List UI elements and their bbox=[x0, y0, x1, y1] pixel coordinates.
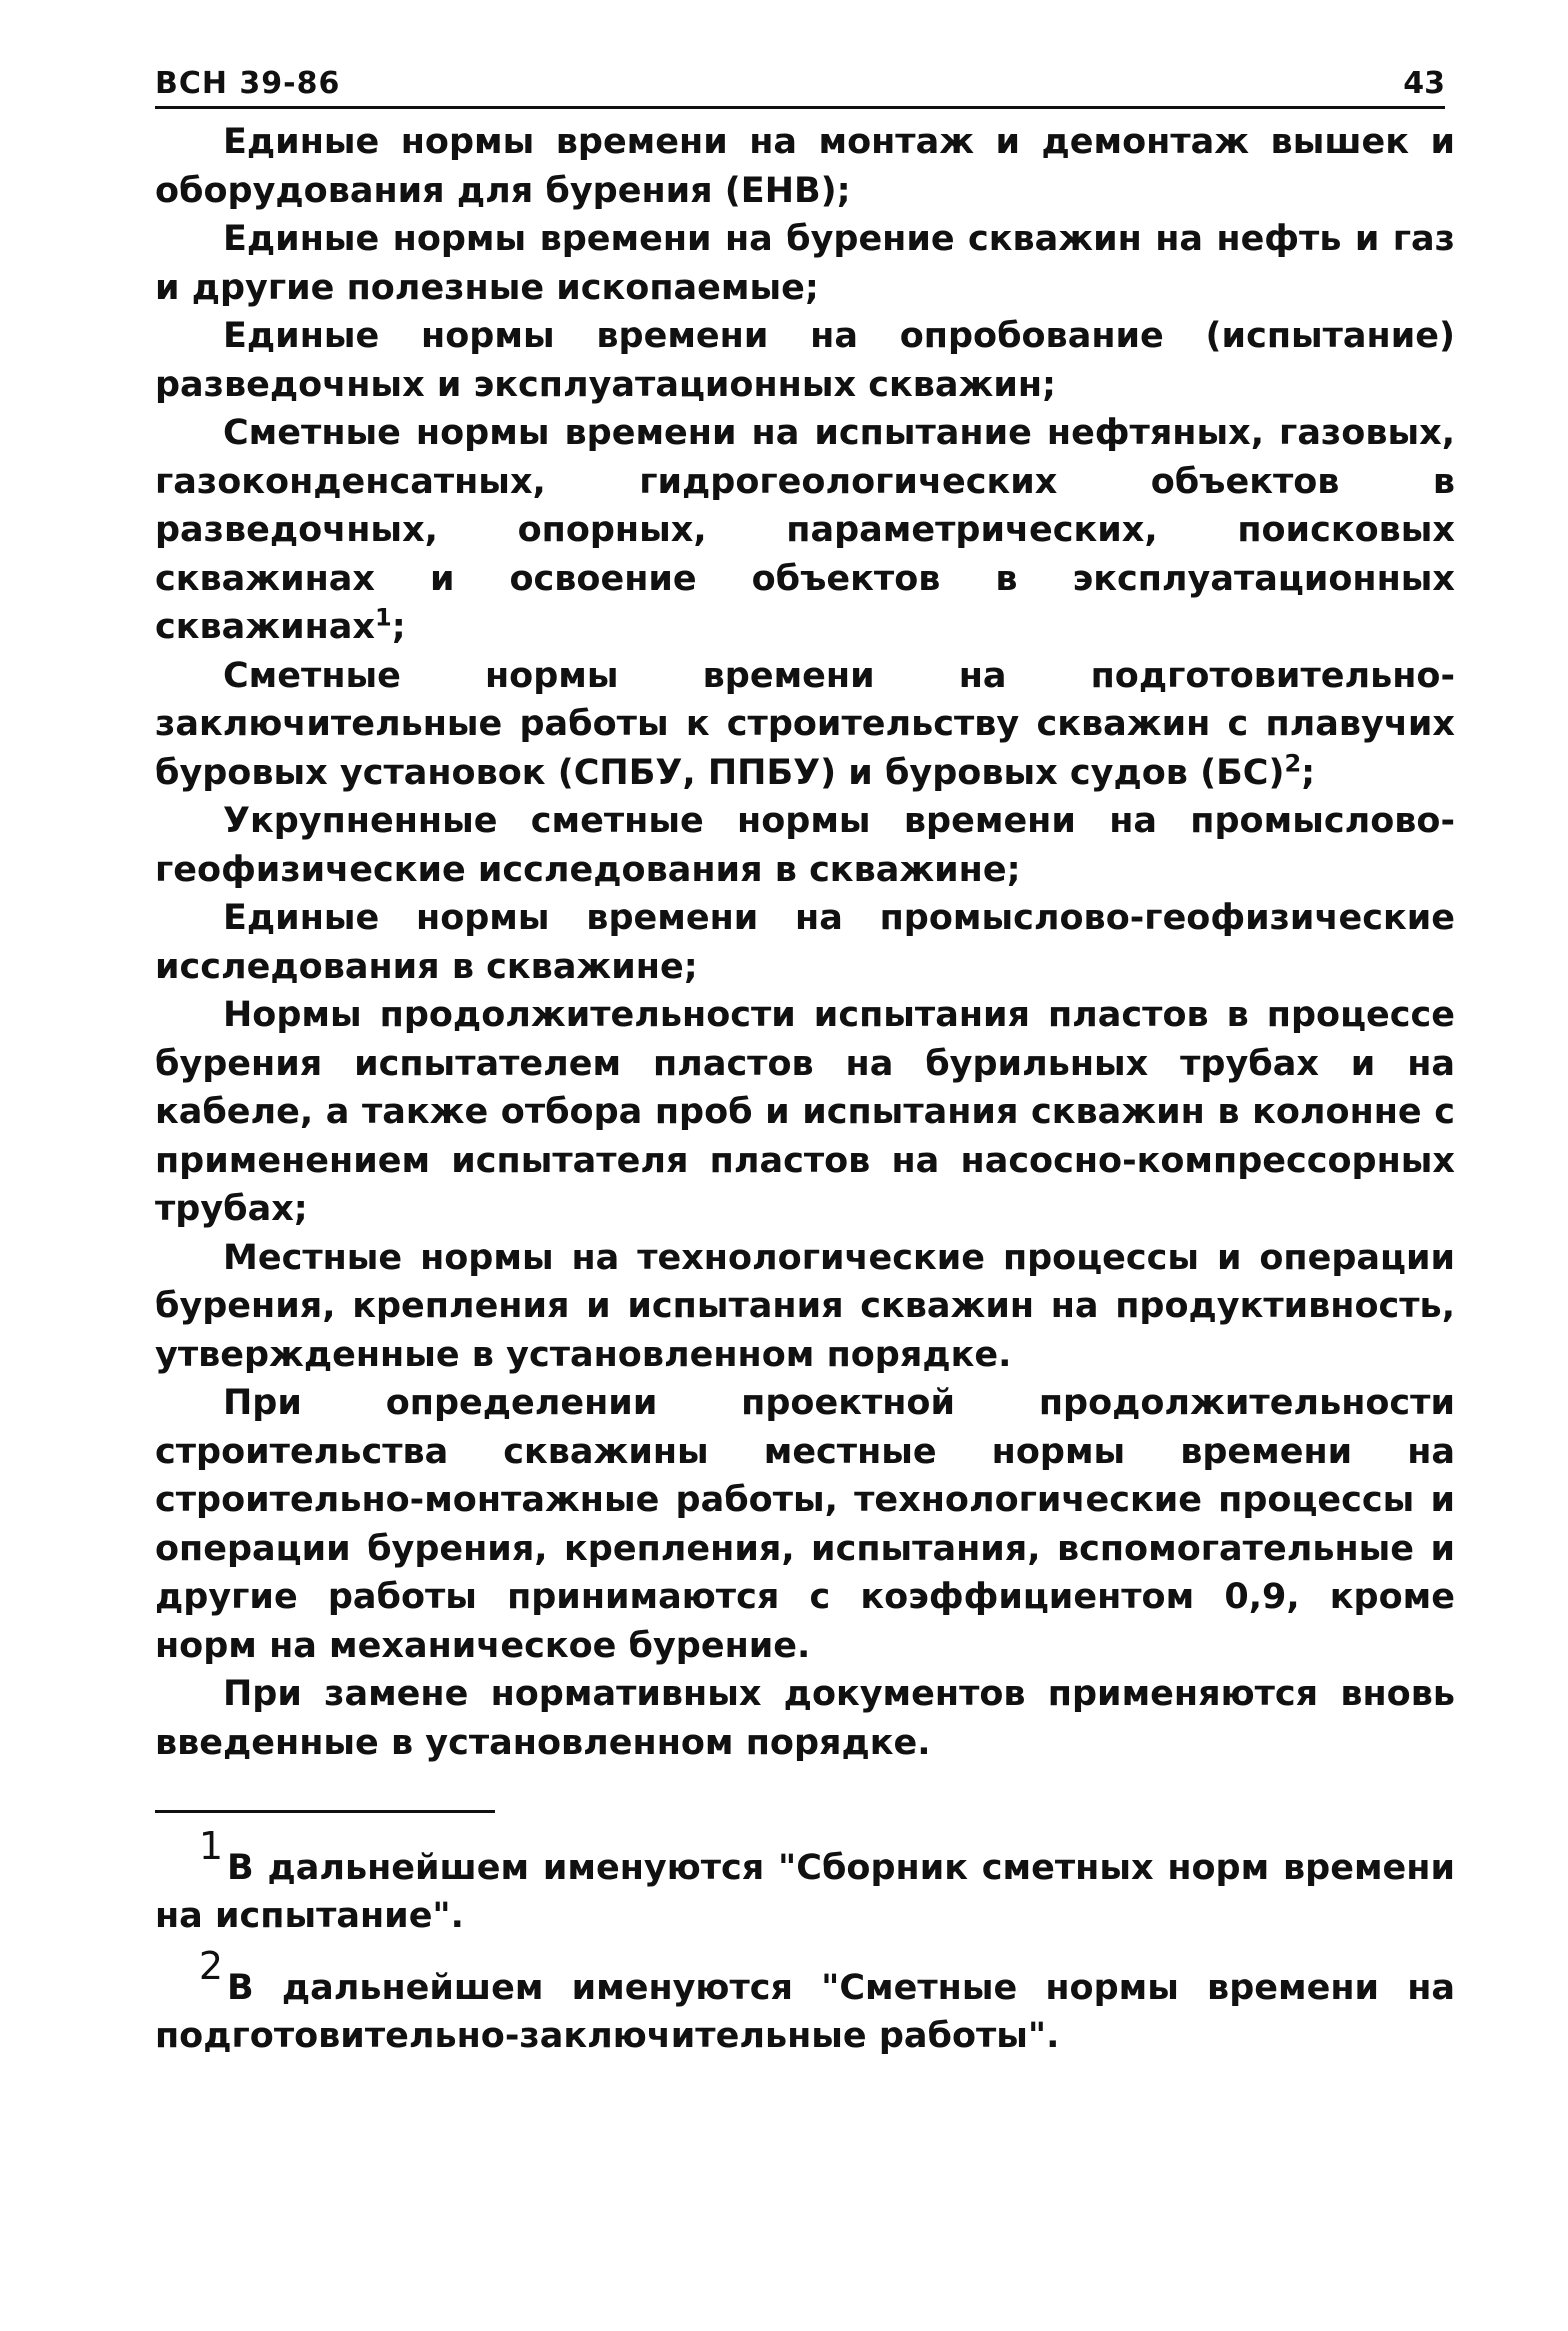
paragraph-drilling-norms bbox=[155, 215, 1455, 312]
page-header bbox=[155, 62, 1445, 109]
paragraph-text: Местные нормы на технологические процессы и операции бурения, крепления и испытания скважин на продуктивность, утвержденные в установленном порядке. bbox=[155, 1237, 1455, 1375]
paragraph-text: Единые нормы времени на монтаж и демонтаж вышек и оборудования для бурения (ЕНВ); bbox=[155, 122, 1455, 211]
footnote-ref-2: 2 bbox=[1284, 748, 1302, 777]
paragraph-estimate-testing bbox=[155, 409, 1455, 652]
footnote-mark: 2 bbox=[198, 1944, 223, 1988]
footnote-mark: 1 bbox=[198, 1824, 223, 1868]
paragraph-estimate-preparatory bbox=[155, 652, 1455, 798]
paragraph-text: Единые нормы времени на промыслово-геофизические исследования в скважине; bbox=[155, 898, 1455, 987]
paragraph-unified-geophysics bbox=[155, 894, 1455, 991]
paragraph-text: Сметные нормы времени на испытание нефтяных, газовых, газоконденсатных, гидрогеологических объектов в разведочных, опорных, параметрических, поисковых скважинах и освоение объектов в эксплуатационных скважинах bbox=[155, 413, 1455, 647]
paragraph-text: Укрупненные сметные нормы времени на промыслово-геофизические исследования в скважине; bbox=[155, 801, 1455, 890]
punctuation: ; bbox=[391, 607, 406, 647]
paragraph-replacement bbox=[155, 1670, 1455, 1767]
footnotes bbox=[155, 1824, 1455, 2082]
paragraph-local-norms bbox=[155, 1234, 1455, 1380]
footnote-2 bbox=[155, 1944, 1455, 2060]
footnote-text: В дальнейшем именуются "Сборник сметных норм времени на испытание". bbox=[155, 1848, 1455, 1936]
paragraph-testing-norms bbox=[155, 312, 1455, 409]
footnote-separator bbox=[155, 1810, 495, 1813]
paragraph-text: При замене нормативных документов применяются вновь введенные в установленном порядке. bbox=[155, 1674, 1455, 1763]
page-number: 43 bbox=[1403, 66, 1445, 101]
document-code: ВСН 39-86 bbox=[155, 66, 341, 101]
paragraph-env bbox=[155, 118, 1455, 215]
paragraph-text: Единые нормы времени на опробование (испытание) разведочных и эксплуатационных скважин; bbox=[155, 316, 1455, 405]
paragraph-text: Единые нормы времени на бурение скважин на нефть и газ и другие полезные ископаемые; bbox=[155, 219, 1455, 308]
footnote-text: В дальнейшем именуются "Сметные нормы времени на подготовительно-заключительные работы". bbox=[155, 1968, 1455, 2056]
paragraph-text: Нормы продолжительности испытания пластов в процессе бурения испытателем пластов на бурильных трубах и на кабеле, а также отбора проб и испытания скважин в колонне с применением испытателя пластов на насосно-компрессорных трубах; bbox=[155, 995, 1455, 1229]
paragraph-coefficient bbox=[155, 1379, 1455, 1670]
footnote-1 bbox=[155, 1824, 1455, 1940]
body-text bbox=[155, 118, 1455, 1767]
paragraph-formation-testing bbox=[155, 991, 1455, 1234]
paragraph-text: Сметные нормы времени на подготовительно-заключительные работы к строительству скважин с плавучих буровых установок (СПБУ, ППБУ) и буровых судов (БС) bbox=[155, 655, 1455, 793]
paragraph-text: При определении проектной продолжительности строительства скважины местные нормы времени на строительно-монтажные работы, технологические процессы и операции бурения, крепления, испытания, вспомогательные и другие работы принимаются с коэффициентом 0,9, кроме норм на механическое бурение. bbox=[155, 1383, 1455, 1666]
footnote-ref-1: 1 bbox=[375, 603, 392, 632]
paragraph-enlarged-geophysics bbox=[155, 797, 1455, 894]
punctuation: ; bbox=[1301, 752, 1316, 793]
